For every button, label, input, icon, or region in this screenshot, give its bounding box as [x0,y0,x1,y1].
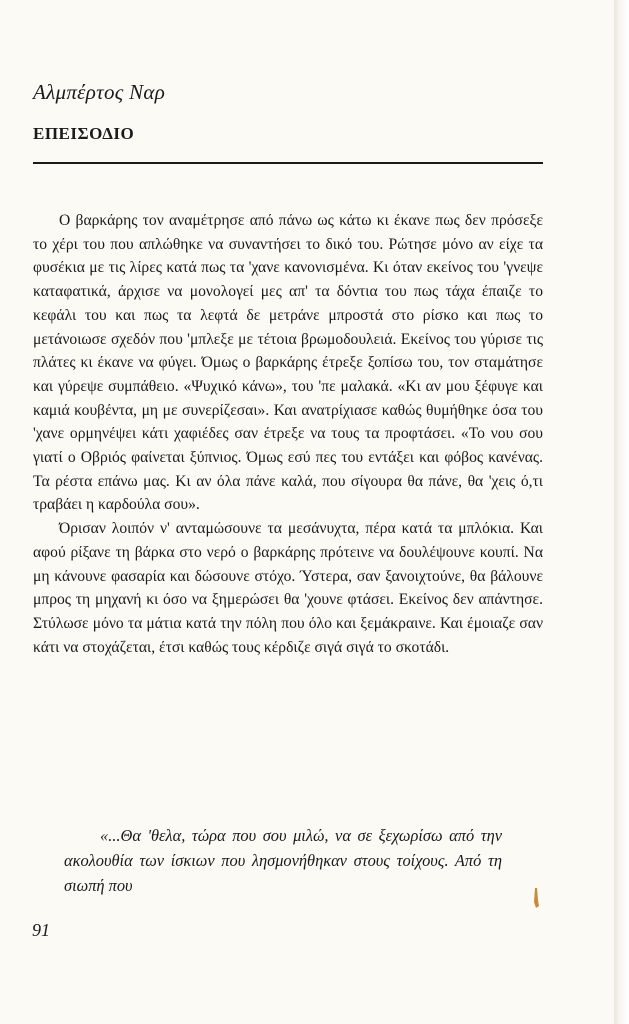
paragraph-1: Ο βαρκάρης τον αναμέτρησε από πάνω ως κάτω κι έκανε πως δεν πρόσεξε το χέρι του που απλώθηκε να συναντήσει το δικό του. Ρώτησε μόνο αν είχε τα φυσέκια με τις λίρες κατά πως τα 'χανε κανονισμένα. Κι όταν εκείνος του 'γνεψε καταφατικά, άρχισε να μονολογεί μες απ' τα δόντια του πως τάχα έπαιζε το κεφάλι του και πως τα λεφτά δε μετράνε μπροστά στο ρίσκο και πως το μετάνοιωσε σχεδόν που 'μπλεξε με τέτοια βρωμοδουλειά. Εκείνος του γύρισε τις πλάτες κι έκανε να φύγει. Όμως ο βαρκάρης έτρεξε ξοπίσω του, τον σταμάτησε και γύρεψε συμπάθειο. «Ψυχικό κάνω», του 'πε μαλακά. «Κι αν μου ξέφυγε και καμιά κουβέντα, μη με συνερίζεσαι». Και ανατρίχιασε καθώς θυμήθηκε όσα του 'χανε ορμηνέψει κάτι χαφιέδες σαν έτρεξε να τους τα προφτάσει. «Το νου σου γιατί ο Οβριός φαίνεται ξύπνιος. Όμως εσύ πες του εντάξει και φόβος κανένας. Τα ρέστα επάνω μας. Κι αν όλα πάνε καλά, που σίγουρα θα πάνε, θα 'χεις ό,τι τραβάει η καρδούλα σου». [33,212,543,514]
page-edge-shadow [614,0,629,1024]
story-title: ΕΠΕΙΣΟΔΙΟ [33,124,135,143]
author-name: Αλμπέρτος Ναρ [33,80,166,104]
italic-quote: «...Θα 'θελα, τώρα που σου μιλώ, να σε ξεχωρίσω από την ακολουθία των ίσκιων που λησμονήθηκαν στους τοίχους. Από τη σιωπή που [64,826,502,895]
title-divider [33,162,543,164]
paragraph-2: Όρισαν λοιπόν ν' ανταμώσουνε τα μεσάνυχτα, πέρα κατά τα μπλόκια. Και αφού ρίξανε τη βάρκα στο νερό ο βαρκάρης πρότεινε να δουλέψουνε κουπί. Να μη κάνουνε φασαρία και δώσουνε στόχο. Ύστερα, σαν ξανοιχτούνε, θα βάλουνε μπρος τη μηχανή κι όσο να ξημερώσει θα 'χουνε φτάσει. Εκείνος δεν απάντησε. Στύλωσε μόνο τα μάτια κατά την πόλη που όλο και ξεμάκραινε. Και έμοιαζε σαν κάτι να στοχάζεται, έτσι καθώς τους κέρδιζε σιγά σιγά το σκοτάδι. [33,520,543,656]
page-number: 91 [32,920,50,940]
story-body [33,209,543,659]
ink-speck-mark [534,888,539,908]
